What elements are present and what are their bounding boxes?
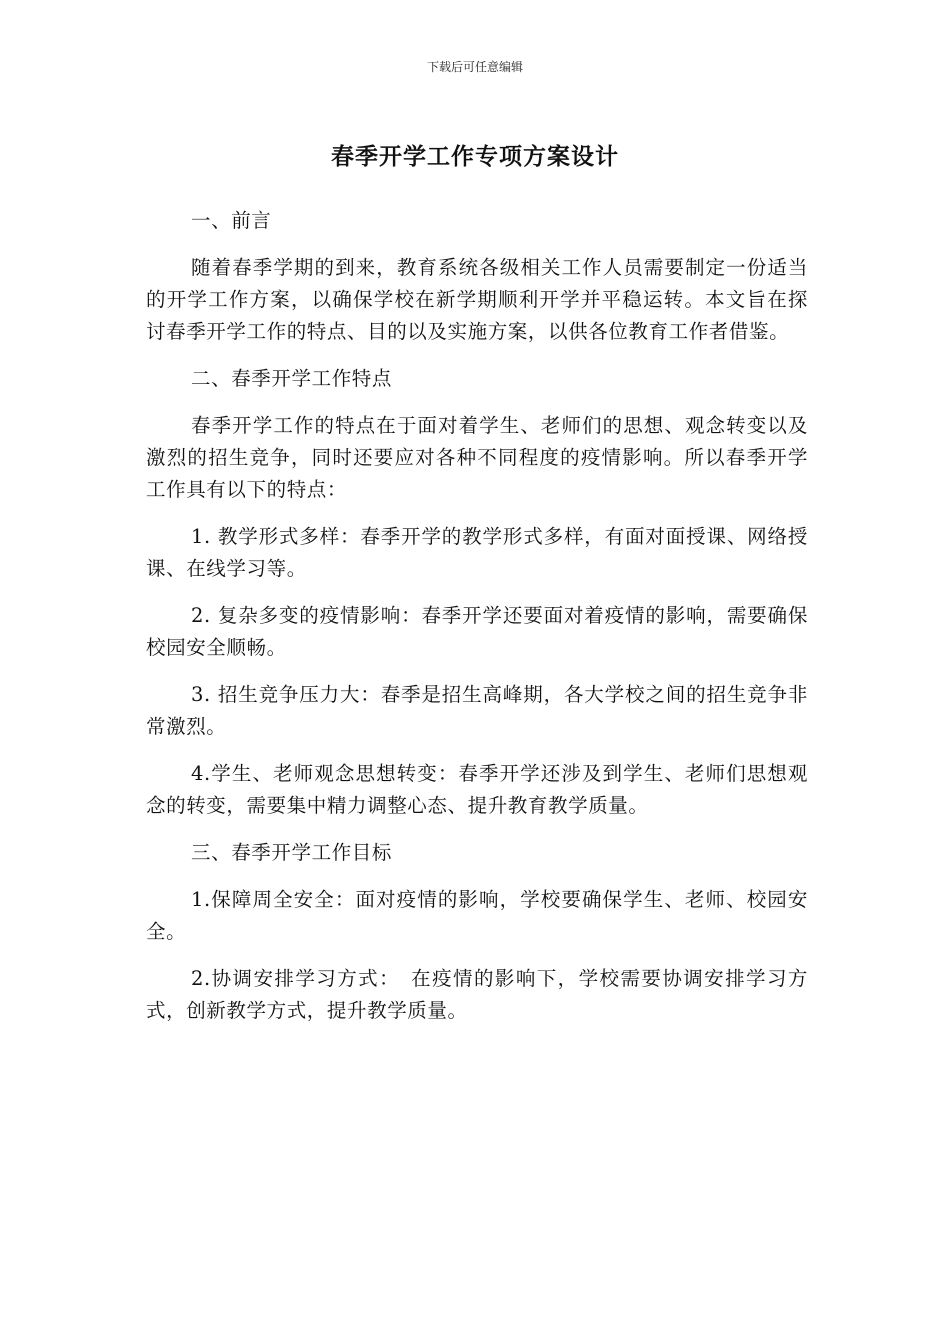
document-body [146, 205, 808, 1042]
header-note: 下载后可任意编辑 [426, 60, 523, 74]
goal-item: 2.协调安排学习方式： 在疫情的影响下，学校需要协调安排学习方式，创新教学方式，提升教学质量。 [146, 967, 808, 1022]
section-heading-preface: 一、前言 [191, 209, 272, 232]
features-intro-paragraph: 春季开学工作的特点在于面对着学生、老师们的思想、观念转变以及激烈的招生竞争，同时还要应对各种不同程度的疫情影响。所以春季开学工作具有以下的特点： [146, 414, 808, 501]
section-heading-features: 二、春季开学工作特点 [191, 367, 393, 390]
feature-item: 1. 教学形式多样：春季开学的教学形式多样，有面对面授课、网络授课、在线学习等。 [146, 525, 808, 580]
preface-paragraph: 随着春季学期的到来，教育系统各级相关工作人员需要制定一份适当的开学工作方案，以确保学校在新学期顺利开学并平稳运转。本文旨在探讨春季开学工作的特点、目的以及实施方案，以供各位教育工作者借鉴。 [146, 256, 808, 343]
section-heading-goals: 三、春季开学工作目标 [191, 841, 393, 864]
feature-item: 3. 招生竞争压力大：春季是招生高峰期，各大学校之间的招生竞争非常激烈。 [146, 683, 808, 738]
goal-item: 1.保障周全安全：面对疫情的影响，学校要确保学生、老师、校园安全。 [146, 888, 808, 943]
feature-item: 4.学生、老师观念思想转变：春季开学还涉及到学生、老师们思想观念的转变，需要集中精力调整心态、提升教育教学质量。 [146, 762, 808, 817]
feature-item: 2. 复杂多变的疫情影响：春季开学还要面对着疫情的影响，需要确保校园安全顺畅。 [146, 604, 808, 659]
document-title: 春季开学工作专项方案设计 [331, 144, 619, 170]
